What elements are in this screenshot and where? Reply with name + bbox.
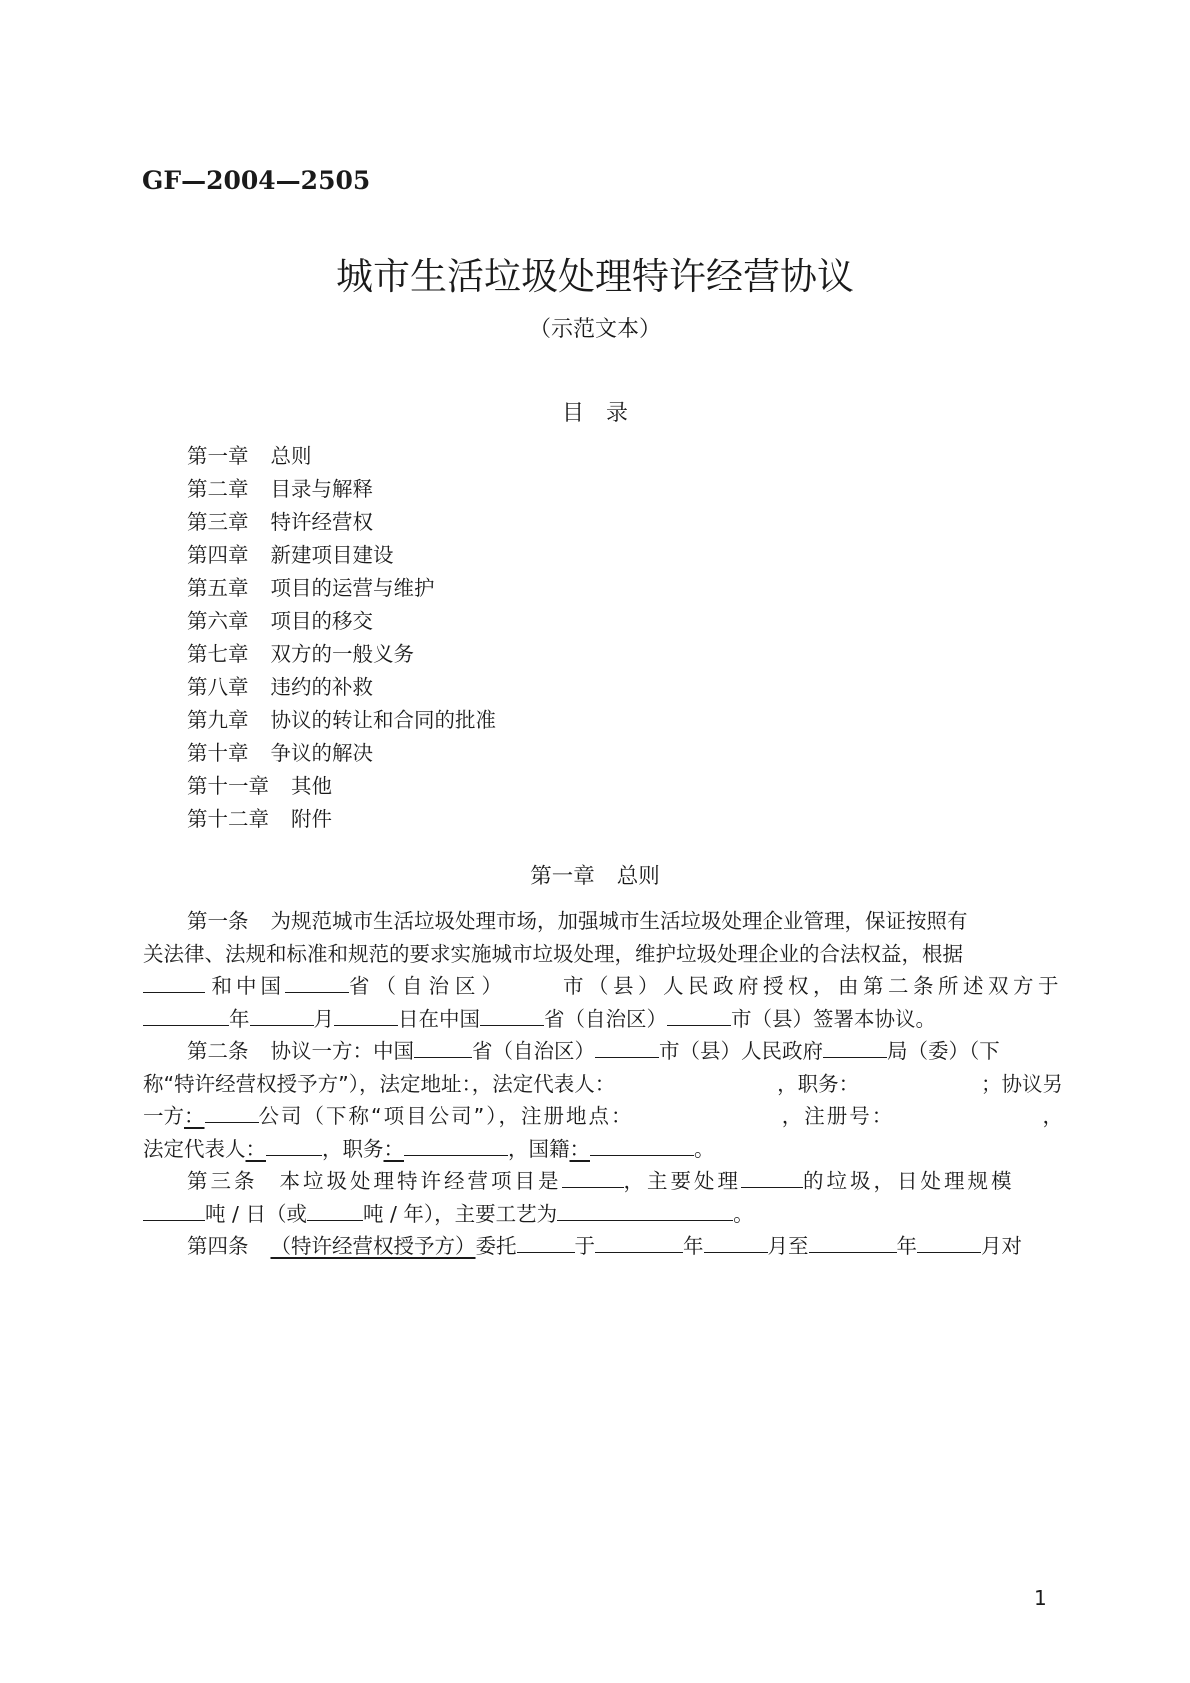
article-text: 一方 <box>143 1104 184 1128</box>
toc-chapter-number: 第八章 <box>187 675 249 699</box>
toc-chapter-title: 附件 <box>291 807 332 831</box>
toc-chapter-title: 违约的补救 <box>270 675 373 699</box>
toc-item <box>187 440 496 473</box>
blank-field[interactable] <box>480 1003 544 1026</box>
toc-item <box>187 770 496 803</box>
toc-chapter-title: 目录与解释 <box>270 477 373 501</box>
toc-chapter-number: 第六章 <box>187 609 249 633</box>
article-text: ；协议另 <box>981 1071 1063 1096</box>
toc-item <box>187 506 496 539</box>
blank-field[interactable] <box>823 1035 887 1058</box>
toc-item <box>187 737 496 770</box>
toc-chapter-number: 第九章 <box>187 708 249 732</box>
article-text: 。 <box>733 1201 754 1226</box>
toc-chapter-title: 新建项目建设 <box>270 543 394 567</box>
article-3-line-2 <box>143 1198 1063 1231</box>
blank-field[interactable] <box>667 1003 731 1026</box>
chapter-number: 第一章 <box>530 864 595 889</box>
article-label: 第四条 <box>187 1234 249 1258</box>
toc-chapter-title: 协议的转让和合同的批准 <box>270 708 496 732</box>
article-text: 吨 / 日（或 <box>205 1201 307 1226</box>
article-text: ： <box>184 1104 205 1128</box>
article-text: 关法律、法规和标准和规范的要求实施城市垃圾处理，维护垃圾处理企业的合法权益，根据 <box>143 941 963 966</box>
article-text: 省（自治区） <box>349 974 509 998</box>
article-text: ： <box>383 1136 404 1161</box>
article-text: 省（自治区） <box>472 1039 595 1063</box>
toc-chapter-number: 第三章 <box>187 510 249 534</box>
toc-chapter-title: 争议的解决 <box>270 741 373 765</box>
article-text: 本垃圾处理特许经营项目是 <box>279 1169 562 1193</box>
blank-field[interactable] <box>404 1133 508 1156</box>
article-text: ，注册号： <box>781 1104 895 1128</box>
article-text: 市（县）人民政府授权，由第二条所述双方于 <box>563 974 1063 998</box>
toc-item <box>187 572 496 605</box>
toc-chapter-title: 双方的一般义务 <box>270 642 414 666</box>
toc-chapter-title: 其他 <box>291 774 332 798</box>
blank-field[interactable] <box>143 970 205 993</box>
toc-chapter-title: 项目的移交 <box>270 609 373 633</box>
chapter-title: 总则 <box>616 864 660 889</box>
document-body <box>143 905 1063 1263</box>
toc-chapter-number: 第十二章 <box>187 807 269 831</box>
article-text: 年 <box>229 1006 250 1031</box>
article-text: 协议一方：中国 <box>270 1039 414 1063</box>
document-code: GF—2004—2505 <box>142 166 371 195</box>
page-number: 1 <box>1034 1586 1047 1610</box>
article-text: 的垃圾，日处理规模 <box>803 1169 1015 1193</box>
toc-chapter-number: 第七章 <box>187 642 249 666</box>
blank-field[interactable] <box>595 1230 683 1253</box>
article-text: 为规范城市生活垃圾处理市场，加强城市生活垃圾处理企业管理，保证按照有 <box>270 909 968 933</box>
article-text: 吨 / 年），主要工艺为 <box>362 1201 558 1226</box>
article-text: 于 <box>574 1234 595 1258</box>
toc-heading: 目 录 <box>561 401 628 426</box>
toc-item <box>187 803 496 836</box>
toc-chapter-number: 第二章 <box>187 477 249 501</box>
document-title: 城市生活垃圾处理特许经营协议 <box>336 255 854 298</box>
article-text: 年 <box>896 1234 917 1258</box>
toc-item <box>187 638 496 671</box>
article-1-line-3 <box>143 970 1063 1003</box>
article-text: ，主要处理 <box>623 1169 741 1193</box>
article-text: 称“特许经营权授予方”），法定地址：，法定代表人： <box>143 1071 616 1096</box>
toc-chapter-number: 第十章 <box>187 741 249 765</box>
article-2-line-4 <box>143 1133 1063 1166</box>
blank-field[interactable] <box>143 1198 205 1221</box>
chapter-heading <box>0 859 1190 890</box>
blank-field[interactable] <box>917 1230 981 1253</box>
toc-item <box>187 473 496 506</box>
article-text: 月至 <box>767 1234 809 1258</box>
article-2-line-3 <box>143 1100 1063 1133</box>
blank-field[interactable] <box>517 1230 575 1253</box>
blank-field[interactable] <box>285 970 349 993</box>
blank-field[interactable] <box>704 1230 768 1253</box>
article-text: 月对 <box>981 1234 1022 1258</box>
article-label: 第二条 <box>187 1039 249 1063</box>
article-4-line-1 <box>143 1230 1063 1263</box>
blank-field[interactable] <box>595 1035 659 1058</box>
toc-chapter-title: 特许经营权 <box>270 510 373 534</box>
article-text: 局（委）（下 <box>887 1039 1000 1063</box>
article-1-line-2 <box>143 938 1063 971</box>
table-of-contents <box>187 440 496 836</box>
article-text: ，职务 <box>322 1136 384 1161</box>
article-text: 。 <box>694 1136 715 1161</box>
article-text: 月 <box>313 1006 334 1031</box>
toc-chapter-number: 第十一章 <box>187 774 269 798</box>
article-label: 第三条 <box>187 1169 258 1193</box>
toc-chapter-title: 总则 <box>270 444 312 468</box>
toc-item <box>187 539 496 572</box>
article-text: 公司（下称“项目公司”），注册地点： <box>258 1104 634 1128</box>
toc-item <box>187 704 496 737</box>
blank-field[interactable] <box>266 1133 322 1156</box>
blank-field[interactable] <box>809 1230 897 1253</box>
article-text: （特许经营权授予方） <box>270 1234 476 1258</box>
article-text: 法定代表人 <box>143 1136 246 1161</box>
article-text: 年 <box>683 1234 704 1258</box>
blank-field[interactable] <box>562 1165 624 1188</box>
document-subtitle: （示范文本） <box>528 317 661 342</box>
article-text: ，职务： <box>777 1071 860 1096</box>
toc-item <box>187 671 496 704</box>
article-text: 日在中国 <box>398 1006 480 1031</box>
blank-field[interactable] <box>590 1133 694 1156</box>
blank-field[interactable] <box>557 1198 733 1221</box>
article-text: 市（县）人民政府 <box>659 1039 823 1063</box>
blank-field[interactable] <box>250 1003 314 1026</box>
toc-item <box>187 605 496 638</box>
article-text: ： <box>245 1136 266 1161</box>
article-text: 和中国 <box>211 974 286 998</box>
blank-field[interactable] <box>205 1100 259 1123</box>
article-text: 委托 <box>475 1234 517 1258</box>
toc-chapter-number: 第五章 <box>187 576 249 600</box>
article-label: 第一条 <box>187 909 249 933</box>
blank-field[interactable] <box>307 1198 363 1221</box>
blank-field[interactable] <box>334 1003 398 1026</box>
toc-chapter-number: 第一章 <box>187 444 249 468</box>
blank-field[interactable] <box>143 1003 229 1026</box>
article-3-line-1 <box>143 1165 1063 1198</box>
toc-chapter-number: 第四章 <box>187 543 249 567</box>
blank-field[interactable] <box>741 1165 803 1188</box>
article-text: ，国籍 <box>508 1136 570 1161</box>
blank-field[interactable] <box>414 1035 472 1058</box>
article-text: 市（县）签署本协议。 <box>731 1006 936 1031</box>
article-text: ， <box>1042 1104 1063 1128</box>
article-2-line-1 <box>143 1035 1063 1068</box>
article-1-line-4 <box>143 1003 1063 1036</box>
article-2-line-2 <box>143 1068 1063 1101</box>
article-text: ： <box>569 1136 590 1161</box>
article-1-line-1 <box>143 905 1063 938</box>
toc-chapter-title: 项目的运营与维护 <box>270 576 435 600</box>
article-text: 省（自治区） <box>544 1006 667 1031</box>
